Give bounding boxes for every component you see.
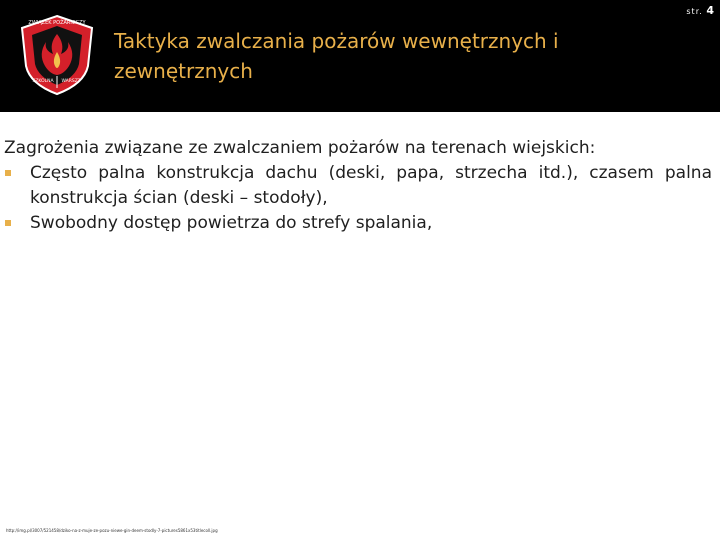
square-bullet-icon (5, 220, 11, 226)
slide-header (0, 0, 720, 112)
list-item (4, 161, 712, 211)
page-number-label (686, 4, 714, 17)
bullet-list (4, 161, 712, 236)
logo-right-text: WARSZT (61, 79, 81, 84)
fire-brigade-logo-icon (18, 14, 96, 96)
page-number: 4 (706, 4, 714, 17)
content-heading: Zagrożenia związane ze zwalczaniem pożarów na terenach wiejskich: (4, 138, 596, 158)
square-bullet-icon (5, 170, 11, 176)
image-source-url: http://img.pl/3007/521458/dziko-na-z-muje-ze-pozu-niewe-gin-deem-stodly-7-pictures5861x53titlecoll.jpg (6, 528, 218, 533)
slide-content (4, 136, 712, 236)
list-item-text: Często palna konstrukcja dachu (deski, papa, strzecha itd.), czasem palna konstrukcja ścian (deski – stodoły), (30, 163, 712, 208)
slide-title: Taktyka zwalczania pożarów wewnętrznych i zewnętrznych (114, 29, 559, 83)
list-item-text: Swobodny dostęp powietrza do strefy spalania, (30, 213, 433, 233)
logo-top-text: ZWIĄZEK POŻARNICZY (28, 20, 86, 26)
logo-left-text: SZKOLNA (32, 79, 54, 84)
page-prefix: str. (686, 7, 703, 16)
list-item (4, 211, 712, 236)
